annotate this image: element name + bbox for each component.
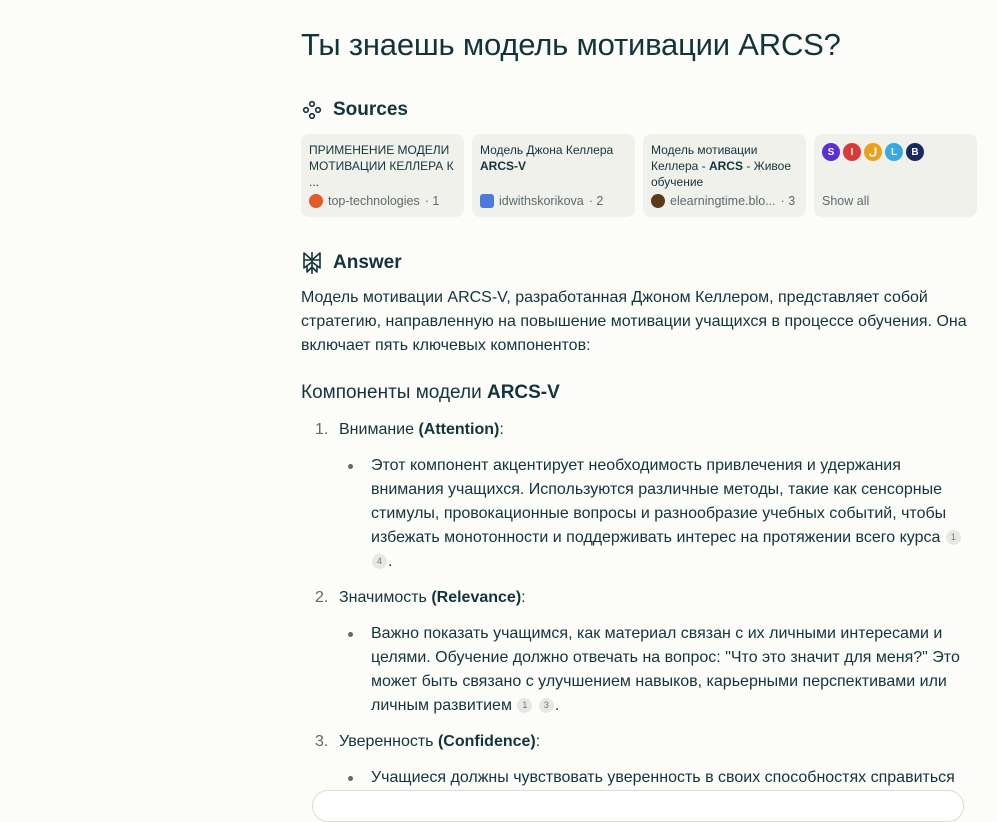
- item-name: Внимание: [339, 421, 419, 438]
- source-card-1[interactable]: [301, 134, 464, 217]
- page-title: Ты знаешь модель мотивации ARCS?: [301, 27, 841, 62]
- item-name: Значимость: [339, 589, 432, 606]
- list-item-attention: [315, 418, 504, 442]
- perplexity-logo-icon: [301, 251, 323, 275]
- source-card-meta: [309, 194, 458, 208]
- source-card-title: [309, 142, 456, 192]
- source-index: · 2: [588, 194, 604, 208]
- source-cards: [301, 134, 977, 217]
- bullet-text: Учащиеся должны чувствовать уверенность в своих способностях справиться: [371, 769, 955, 786]
- bullet-attention: [371, 454, 977, 574]
- more-favicons: [822, 143, 969, 161]
- list-number: 2.: [315, 589, 329, 606]
- citation-badge[interactable]: 1: [517, 698, 532, 713]
- sources-icon: [301, 99, 323, 121]
- citation-badge[interactable]: 1: [946, 530, 961, 545]
- answer-intro: Модель мотивации ARCS-V, разработанная Джоном Келлером, представляет собой стратегию, направленную на повышение мотивации учащихся в процессе обучения. Она включает пять ключевых компонентов:: [301, 289, 967, 354]
- favicon-icon: S: [822, 143, 840, 161]
- item-suffix: :: [535, 733, 541, 750]
- source-card-meta: [651, 194, 800, 208]
- source-title-text: Модель мотивации Келлера -: [651, 143, 758, 173]
- list-item-confidence: [315, 730, 540, 754]
- source-title-text: Модель Джона Келлера: [480, 143, 614, 157]
- source-card-title: [480, 142, 627, 192]
- source-index: · 3: [780, 194, 796, 208]
- item-term: (Relevance): [431, 589, 522, 606]
- answer-header: [301, 251, 402, 275]
- heading-text: Компоненты модели: [301, 382, 487, 403]
- source-site: idwithskorikova: [499, 194, 584, 208]
- sources-header: [301, 99, 408, 121]
- list-item-relevance: [315, 586, 526, 610]
- citation-badge[interactable]: 3: [539, 698, 554, 713]
- favicon-icon: B: [906, 143, 924, 161]
- citation-badge[interactable]: 4: [372, 554, 387, 569]
- source-site: elearningtime.blo...: [670, 194, 776, 208]
- bullet-relevance: [371, 622, 977, 718]
- sources-heading: Sources: [333, 99, 408, 120]
- source-title-rest: - Живое обучение: [651, 159, 792, 189]
- item-name: Уверенность: [339, 733, 438, 750]
- list-number: 3.: [315, 733, 329, 750]
- follow-up-input[interactable]: [312, 790, 964, 822]
- components-heading: [301, 382, 560, 404]
- item-suffix: :: [521, 589, 526, 606]
- answer-heading: Answer: [333, 252, 402, 273]
- bullet-confidence: [371, 766, 977, 790]
- heading-bold: ARCS-V: [486, 382, 560, 403]
- bullet-text: Важно показать учащимся, как материал связан с их личными интересами и целями. Обучение должно отвечать на вопрос: "Что это значит для меня?" Это может быть связано с улучшением навыков, карьерными перспективами или личным развитием: [371, 625, 960, 714]
- favicon-icon: [651, 194, 665, 208]
- bullet-end: .: [388, 553, 393, 570]
- source-index: · 1: [424, 194, 440, 208]
- source-title-text: ПРИМЕНЕНИЕ МОДЕЛИ МОТИВАЦИИ КЕЛЛЕРА К ...: [309, 143, 454, 189]
- show-all-link[interactable]: Show all: [822, 194, 870, 208]
- source-card-title: [651, 142, 798, 192]
- bullet-end: .: [554, 697, 560, 714]
- favicon-icon: [480, 194, 494, 208]
- bullet-text: Этот компонент акцентирует необходимость привлечения и удержания внимания учащихся. Используются различные методы, такие как сенсорные стимулы, провокационные вопросы и разнообразие учебных событий, чтобы избежать монотонности и поддерживать интерес на протяжении всего курса: [371, 457, 947, 546]
- source-card-3[interactable]: [643, 134, 806, 217]
- item-suffix: :: [499, 421, 504, 438]
- show-all-card[interactable]: [814, 134, 977, 217]
- list-number: 1.: [315, 421, 329, 438]
- favicon-icon: I: [843, 143, 861, 161]
- source-site: top-technologies: [328, 194, 420, 208]
- favicon-icon: [309, 194, 323, 208]
- source-title-bold: ARCS-V: [480, 159, 527, 173]
- favicon-icon: ل: [864, 143, 882, 161]
- source-title-bold: ARCS: [708, 159, 743, 173]
- source-card-meta: [480, 194, 629, 208]
- favicon-icon: L: [885, 143, 903, 161]
- source-card-2[interactable]: [472, 134, 635, 217]
- item-term: (Attention): [418, 421, 500, 438]
- item-term: (Confidence): [437, 733, 536, 750]
